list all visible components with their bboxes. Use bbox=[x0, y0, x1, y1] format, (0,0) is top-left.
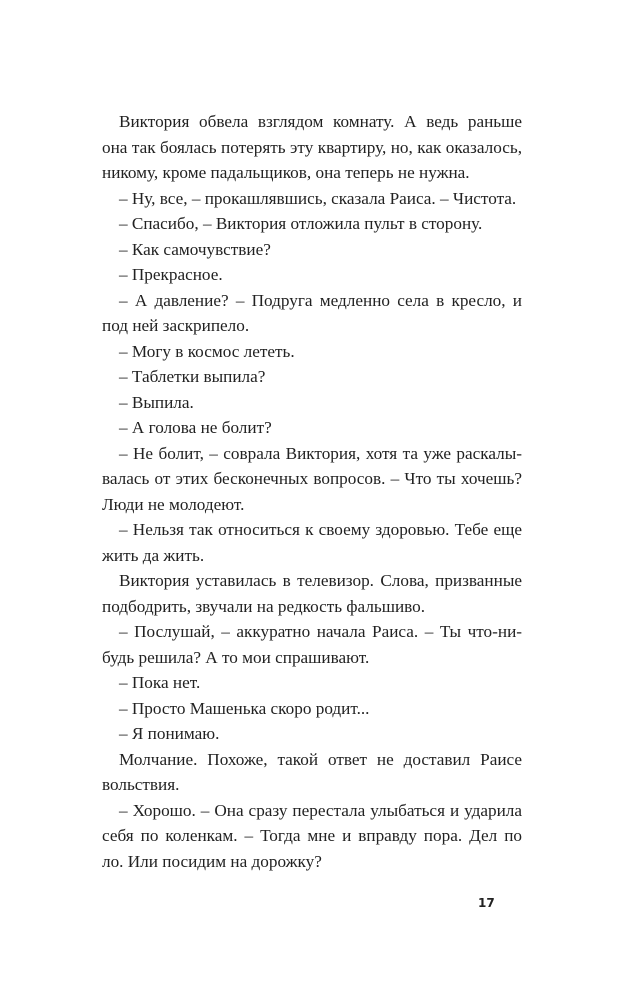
text-line: – Хорошо. – Она сразу перестала улыбаться и ударила bbox=[119, 800, 522, 820]
paragraph bbox=[102, 670, 522, 696]
text-line: жить да жить. bbox=[102, 545, 205, 565]
text-line: – Ну, все, – прокашлявшись, сказала Раиса. – Чистота. bbox=[119, 188, 517, 208]
page-number: 17 bbox=[478, 896, 495, 910]
paragraph bbox=[102, 568, 522, 619]
paragraph bbox=[102, 721, 522, 747]
text-line: будь решила? А то мои спрашивают. bbox=[102, 647, 370, 667]
paragraph bbox=[102, 364, 522, 390]
text-line: – Как самочувствие? bbox=[119, 239, 271, 259]
paragraph bbox=[102, 798, 522, 875]
text-line: Люди не молодеют. bbox=[102, 494, 245, 514]
text-line: никому, кроме падальщиков, она теперь не нужна. bbox=[102, 163, 470, 182]
paragraph bbox=[102, 109, 522, 186]
text-line: под ней заскрипело. bbox=[102, 316, 250, 335]
paragraph bbox=[102, 441, 522, 518]
text-line: – Спасибо, – Виктория отложила пульт в сторону. bbox=[119, 214, 483, 233]
paragraph bbox=[102, 415, 522, 441]
paragraph bbox=[102, 619, 522, 670]
page-body-text bbox=[102, 109, 522, 874]
paragraph bbox=[102, 186, 522, 212]
paragraph bbox=[102, 517, 522, 568]
text-line: – Выпила. bbox=[119, 392, 194, 412]
text-line: – Могу в космос лететь. bbox=[119, 341, 295, 361]
text-line: Виктория обвела взглядом комнату. А ведь раньше bbox=[119, 112, 522, 131]
paragraph bbox=[102, 288, 522, 339]
paragraph bbox=[102, 339, 522, 365]
text-line: вольствия. bbox=[102, 775, 180, 794]
text-line: – Прекрасное. bbox=[119, 265, 223, 284]
text-line: – Я понимаю. bbox=[119, 724, 220, 743]
paragraph bbox=[102, 237, 522, 263]
text-line: – А давление? – Подруга медленно села в кресло, и bbox=[119, 290, 522, 310]
text-line: – Не болит, – соврала Виктория, хотя та уже раскалы- bbox=[119, 443, 522, 463]
text-line: подбодрить, звучали на редкость фальшиво. bbox=[102, 596, 426, 616]
text-line: ло. Или посидим на дорожку? bbox=[102, 851, 322, 871]
paragraph bbox=[102, 390, 522, 416]
text-line: – А голова не болит? bbox=[119, 418, 272, 437]
text-line: она так боялась потерять эту квартиру, но, как оказалось, bbox=[102, 137, 522, 157]
text-line: Молчание. Похоже, такой ответ не доставил Раисе bbox=[119, 749, 522, 769]
text-line: себя по коленкам. – Тогда мне и вправду пора. Дел по bbox=[102, 826, 522, 845]
text-line: валась от этих бесконечных вопросов. – Что ты хочешь? bbox=[102, 469, 522, 488]
paragraph bbox=[102, 696, 522, 722]
text-line: – Таблетки выпила? bbox=[119, 367, 266, 386]
paragraph bbox=[102, 262, 522, 288]
paragraph bbox=[102, 747, 522, 798]
text-line: – Просто Машенька скоро родит... bbox=[119, 698, 370, 718]
paragraph bbox=[102, 211, 522, 237]
text-line: – Послушай, – аккуратно начала Раиса. – Ты что-ни- bbox=[119, 622, 522, 641]
text-line: – Пока нет. bbox=[119, 673, 201, 692]
text-line: Виктория уставилась в телевизор. Слова, призванные bbox=[119, 571, 522, 590]
text-line: – Нельзя так относиться к своему здоровью. Тебе еще bbox=[119, 520, 522, 539]
